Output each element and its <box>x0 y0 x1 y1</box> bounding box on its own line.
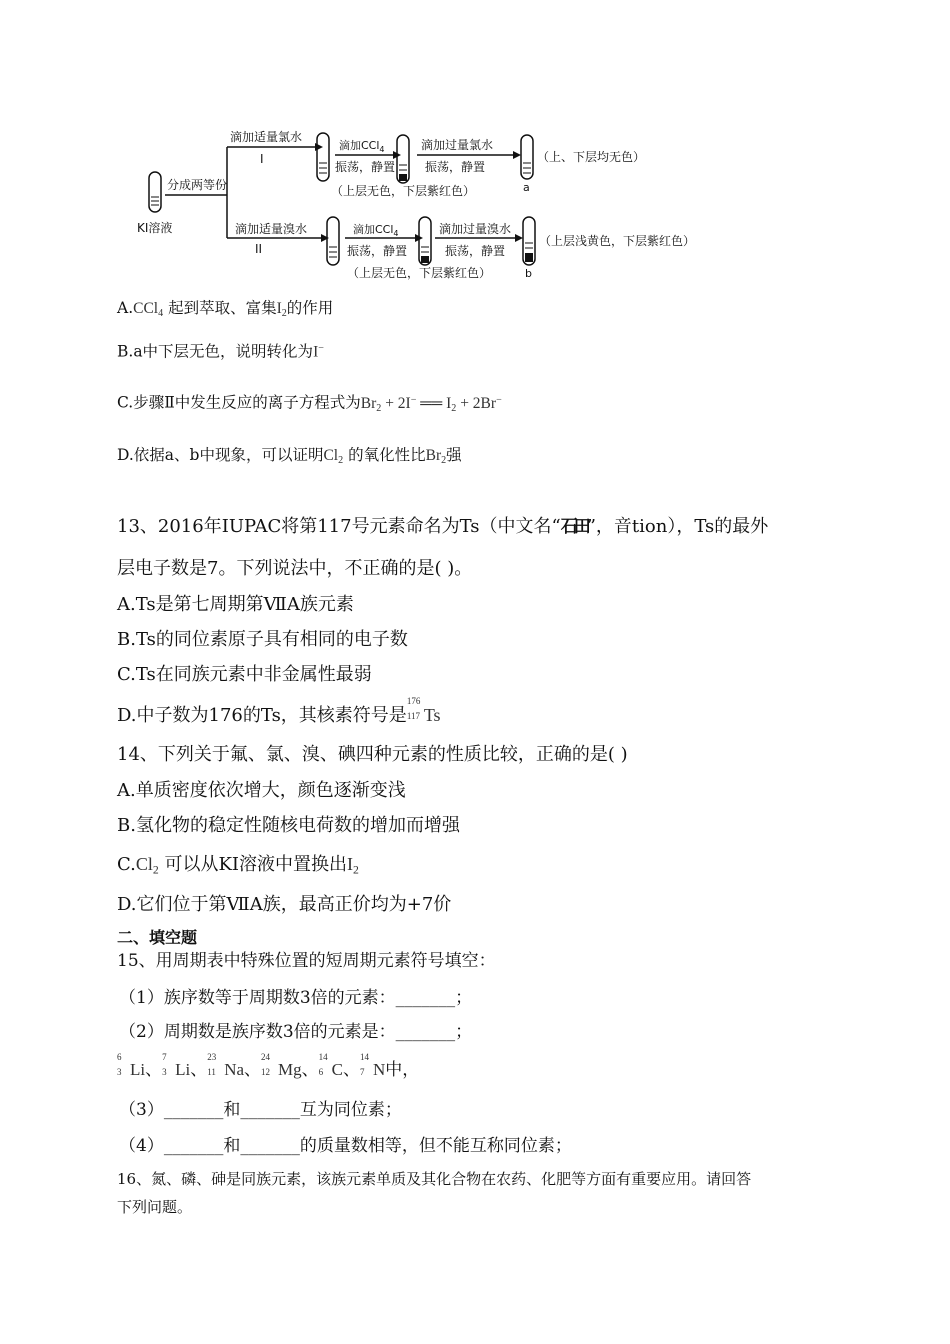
top-roman: I <box>260 152 264 166</box>
ts-chinese-character: 石田 <box>560 517 587 537</box>
isotope-mg24: 24 12 Mg <box>261 1052 302 1079</box>
bottom-obs-label: （上层无色，下层紫红色） <box>347 266 492 280</box>
q15-isotope-list: 6 3 Li、 7 3 Li、 23 11 Na、 24 12 Mg、 14 6 C、 14 7 N中， <box>117 1052 420 1080</box>
q15-part3: （3）_______和_______互为同位素； <box>119 1100 402 1120</box>
q15-part2: （2）周期数是族序数3倍的元素是：_______； <box>119 1022 473 1042</box>
bottom-tube-b <box>523 217 535 265</box>
top-step2-label: 滴加CCl$_4$ <box>339 139 385 154</box>
q12-option-d: D.依据a、b中现象，可以证明$Cl_2$ 的氧化性比$Br_2$强 <box>117 446 462 467</box>
q15-part4: （4）_______和_______的质量数相等，但不能互称同位素； <box>119 1136 572 1156</box>
bottom-tube-2 <box>419 217 431 265</box>
q12-option-b: B.a中下层无色，说明转化为I− <box>117 342 324 361</box>
ki-test-tube <box>149 172 161 212</box>
bottom-step3b-label: 振荡，静置 <box>445 244 506 258</box>
q14-option-b: B.氢化物的稳定性随核电荷数的增加而增强 <box>117 815 460 836</box>
q14-stem: 14、下列关于氟、氯、溴、碘四种元素的性质比较，正确的是( ) <box>117 744 628 765</box>
bottom-step2-label: 滴加CCl$_4$ <box>353 223 399 238</box>
isotope-c14: 14 6 C <box>318 1052 344 1079</box>
q13-option-d: D.中子数为176的Ts，其核素符号是 176 117 Ts <box>117 696 441 726</box>
q14-option-c: $C.Cl_2$ 可以从KI溶液中置换出$I_2$ <box>117 854 359 877</box>
top-step2b-label: 振荡，静置 <box>335 160 396 174</box>
top-tube-a <box>521 135 533 179</box>
bottom-result-label: （上层浅黄色，下层紫红色） <box>539 234 696 248</box>
top-result-label: （上、下层均无色） <box>537 150 646 164</box>
isotope-na23: 23 11 Na <box>207 1052 245 1079</box>
section-title: 二、填空题 <box>117 928 198 947</box>
bottom-step2b-label: 振荡，静置 <box>347 244 408 258</box>
isotope-li7: 7 3 Li <box>162 1052 191 1079</box>
q13-option-b: B.Ts的同位素原子具有相同的电子数 <box>117 629 408 650</box>
split-label: 分成两等份 <box>167 178 228 192</box>
q14-option-a: A.单质密度依次增大，颜色逐渐变浅 <box>117 780 406 801</box>
q13-stem-line2: 层电子数是7。下列说法中，不正确的是( )。 <box>117 558 473 579</box>
isotope-n14: 14 7 N <box>360 1052 386 1079</box>
q12-option-a: A.CCl$_4$ 起到萃取、富集$I_2$的作用 <box>117 299 334 320</box>
top-tube-2 <box>397 135 409 183</box>
q15-stem: 15、用周期表中特殊位置的短周期元素符号填空： <box>117 951 496 971</box>
bottom-step1-label: 滴加适量溴水 <box>235 222 308 236</box>
bottom-step3-label: 滴加过量溴水 <box>439 222 512 236</box>
top-step1-label: 滴加适量氯水 <box>230 130 303 144</box>
bottom-tube-1 <box>327 217 339 265</box>
q12-option-c: C.步骤Ⅱ中发生反应的离子方程式为$Br_2 + 2I^-$ ══ $I_2 + 2Br^-$ <box>117 393 502 414</box>
tube-b-label: b <box>525 267 532 280</box>
top-step3-label: 滴加过量氯水 <box>421 138 494 152</box>
ts-nuclide-symbol: 176 117 Ts <box>406 696 441 725</box>
top-tube-1 <box>317 133 329 181</box>
experiment-diagram <box>115 125 715 285</box>
q15-part1: （1）族序数等于周期数3倍的元素：_______； <box>119 988 473 1008</box>
q16-stem-line1: 16、氮、磷、砷是同族元素，该族元素单质及其化合物在农药、化肥等方面有重要应用。请回答 <box>117 1170 752 1188</box>
bottom-roman: II <box>255 242 263 256</box>
q14-option-d: D.它们位于第ⅦA族，最高正价均为+7价 <box>117 894 452 915</box>
q13-option-c: C.Ts在同族元素中非金属性最弱 <box>117 664 372 685</box>
q16-stem-line2: 下列问题。 <box>117 1198 193 1216</box>
isotope-li6: 6 3 Li <box>117 1052 146 1079</box>
top-obs-label: （上层无色，下层紫红色） <box>331 184 476 198</box>
ki-label: KI溶液 <box>137 221 173 235</box>
q13-option-a: A.Ts是第七周期第ⅦA族元素 <box>117 594 354 615</box>
q13-stem-line1: 13、2016年IUPAC将第117号元素命名为Ts（中文名“石田”，音tion），Ts的最外 <box>117 516 769 537</box>
ionic-equation: $Br_2 + 2I^-$ ══ $I_2 + 2Br^-$ <box>360 394 502 414</box>
tube-a-label: a <box>523 181 530 194</box>
top-step3b-label: 振荡，静置 <box>425 160 486 174</box>
